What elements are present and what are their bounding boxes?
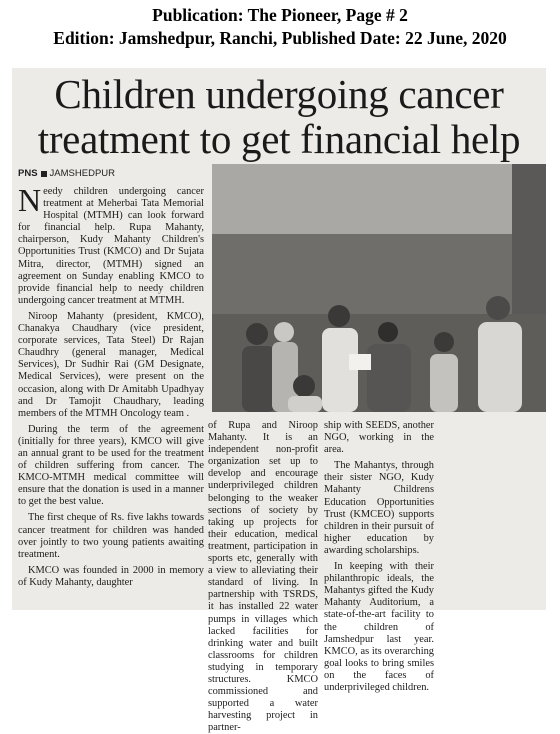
headline-line-2: treatment to get financial help <box>37 116 521 162</box>
byline-agency: PNS <box>18 168 38 179</box>
paragraph: In keeping with their philanthropic ideals, the Mahantys gifted the Kudy Mahanty Auditorium, a state-of-the-art facility to the children of Jamshedpur last year. KMCO, as its overarching goal looks to bring smiles on the faces of underprivileged children. <box>324 561 434 693</box>
publication-header <box>0 4 560 50</box>
article-column-1 <box>18 182 204 589</box>
byline-place: JAMSHEDPUR <box>49 168 115 179</box>
article-photo <box>212 164 546 412</box>
photo-illustration <box>212 164 546 412</box>
publication-line: Publication: The Pioneer, Page # 2 <box>152 5 408 25</box>
paragraph: During the term of the agreement (initially for three years), KMCO will give an annual grant to be used for the treatment of children suffering from cancer. The KMCO-MTMH medical committee will ensure that the donation is used in a manner to get the best value. <box>18 423 204 508</box>
article-column-3 <box>324 420 434 694</box>
paragraph: KMCO was founded in 2000 in memory of Kudy Mahanty, daughter <box>18 564 204 588</box>
article-column-2 <box>208 420 318 734</box>
newspaper-clipping <box>12 68 546 734</box>
article-headline <box>12 72 546 162</box>
paragraph: of Rupa and Niroop Mahanty. It is an independent non-profit organization set up to develop and encourage underprivileged children belonging to the weaker sections of society by taking up projects for their education, medical treatment, participation in sports etc, generally with a view to alleviating their standard of living. In partnership with TSRDS, it has installed 22 water pumps in villages which lacked facilities for drinking water and built classrooms for children studying in temporary structures. KMCO commissioned and supported a water harvesting project in partner- <box>208 420 318 734</box>
paragraph: ship with SEEDS, another NGO, working in the area. <box>324 420 434 456</box>
paragraph: eedy children undergoing cancer treatment at Meherbai Tata Memorial Hospital (MTMH) can look forward for financial help. Rupa Mahanty, chairperson, Kudy Mahanty Children's Opportunities Trust (KMCO) and Dr Sujata Mitra, director, (MTMH) signed an agreement on Sunday enabling KMCO to provide financial help to needy children undergoing cancer treatment at MTMH. <box>18 186 204 306</box>
edition-line: Edition: Jamshedpur, Ranchi, Published Date: 22 June, 2020 <box>53 28 507 48</box>
paragraph: The first cheque of Rs. five lakhs towards cancer treatment for children was handed over jointly to two young patients awaiting treatment. <box>18 512 204 560</box>
headline-line-1: Children undergoing cancer <box>54 71 504 117</box>
dropcap: N <box>18 182 42 218</box>
paragraph: Niroop Mahanty (president, KMCO), Chanakya Chaudhary (vice president, corporate services, Tata Steel) Dr Rajan Chaudhry (general manager, Medical Services), Dr Sudhir Rai (GM Designate, Medical Services), were present on the occasion, along with Dr Amitabh Upadhyay and Dr Tamojit Chaudhary, leading members of the MTMH Oncology team . <box>18 310 204 419</box>
byline-square-icon <box>41 171 47 177</box>
byline <box>18 168 115 179</box>
paragraph: The Mahantys, through their sister NGO, Kudy Mahanty Childrens Education Opportunities Trust (KMCEO) supports children in their pursuit of higher education by awarding scholarships. <box>324 460 434 556</box>
